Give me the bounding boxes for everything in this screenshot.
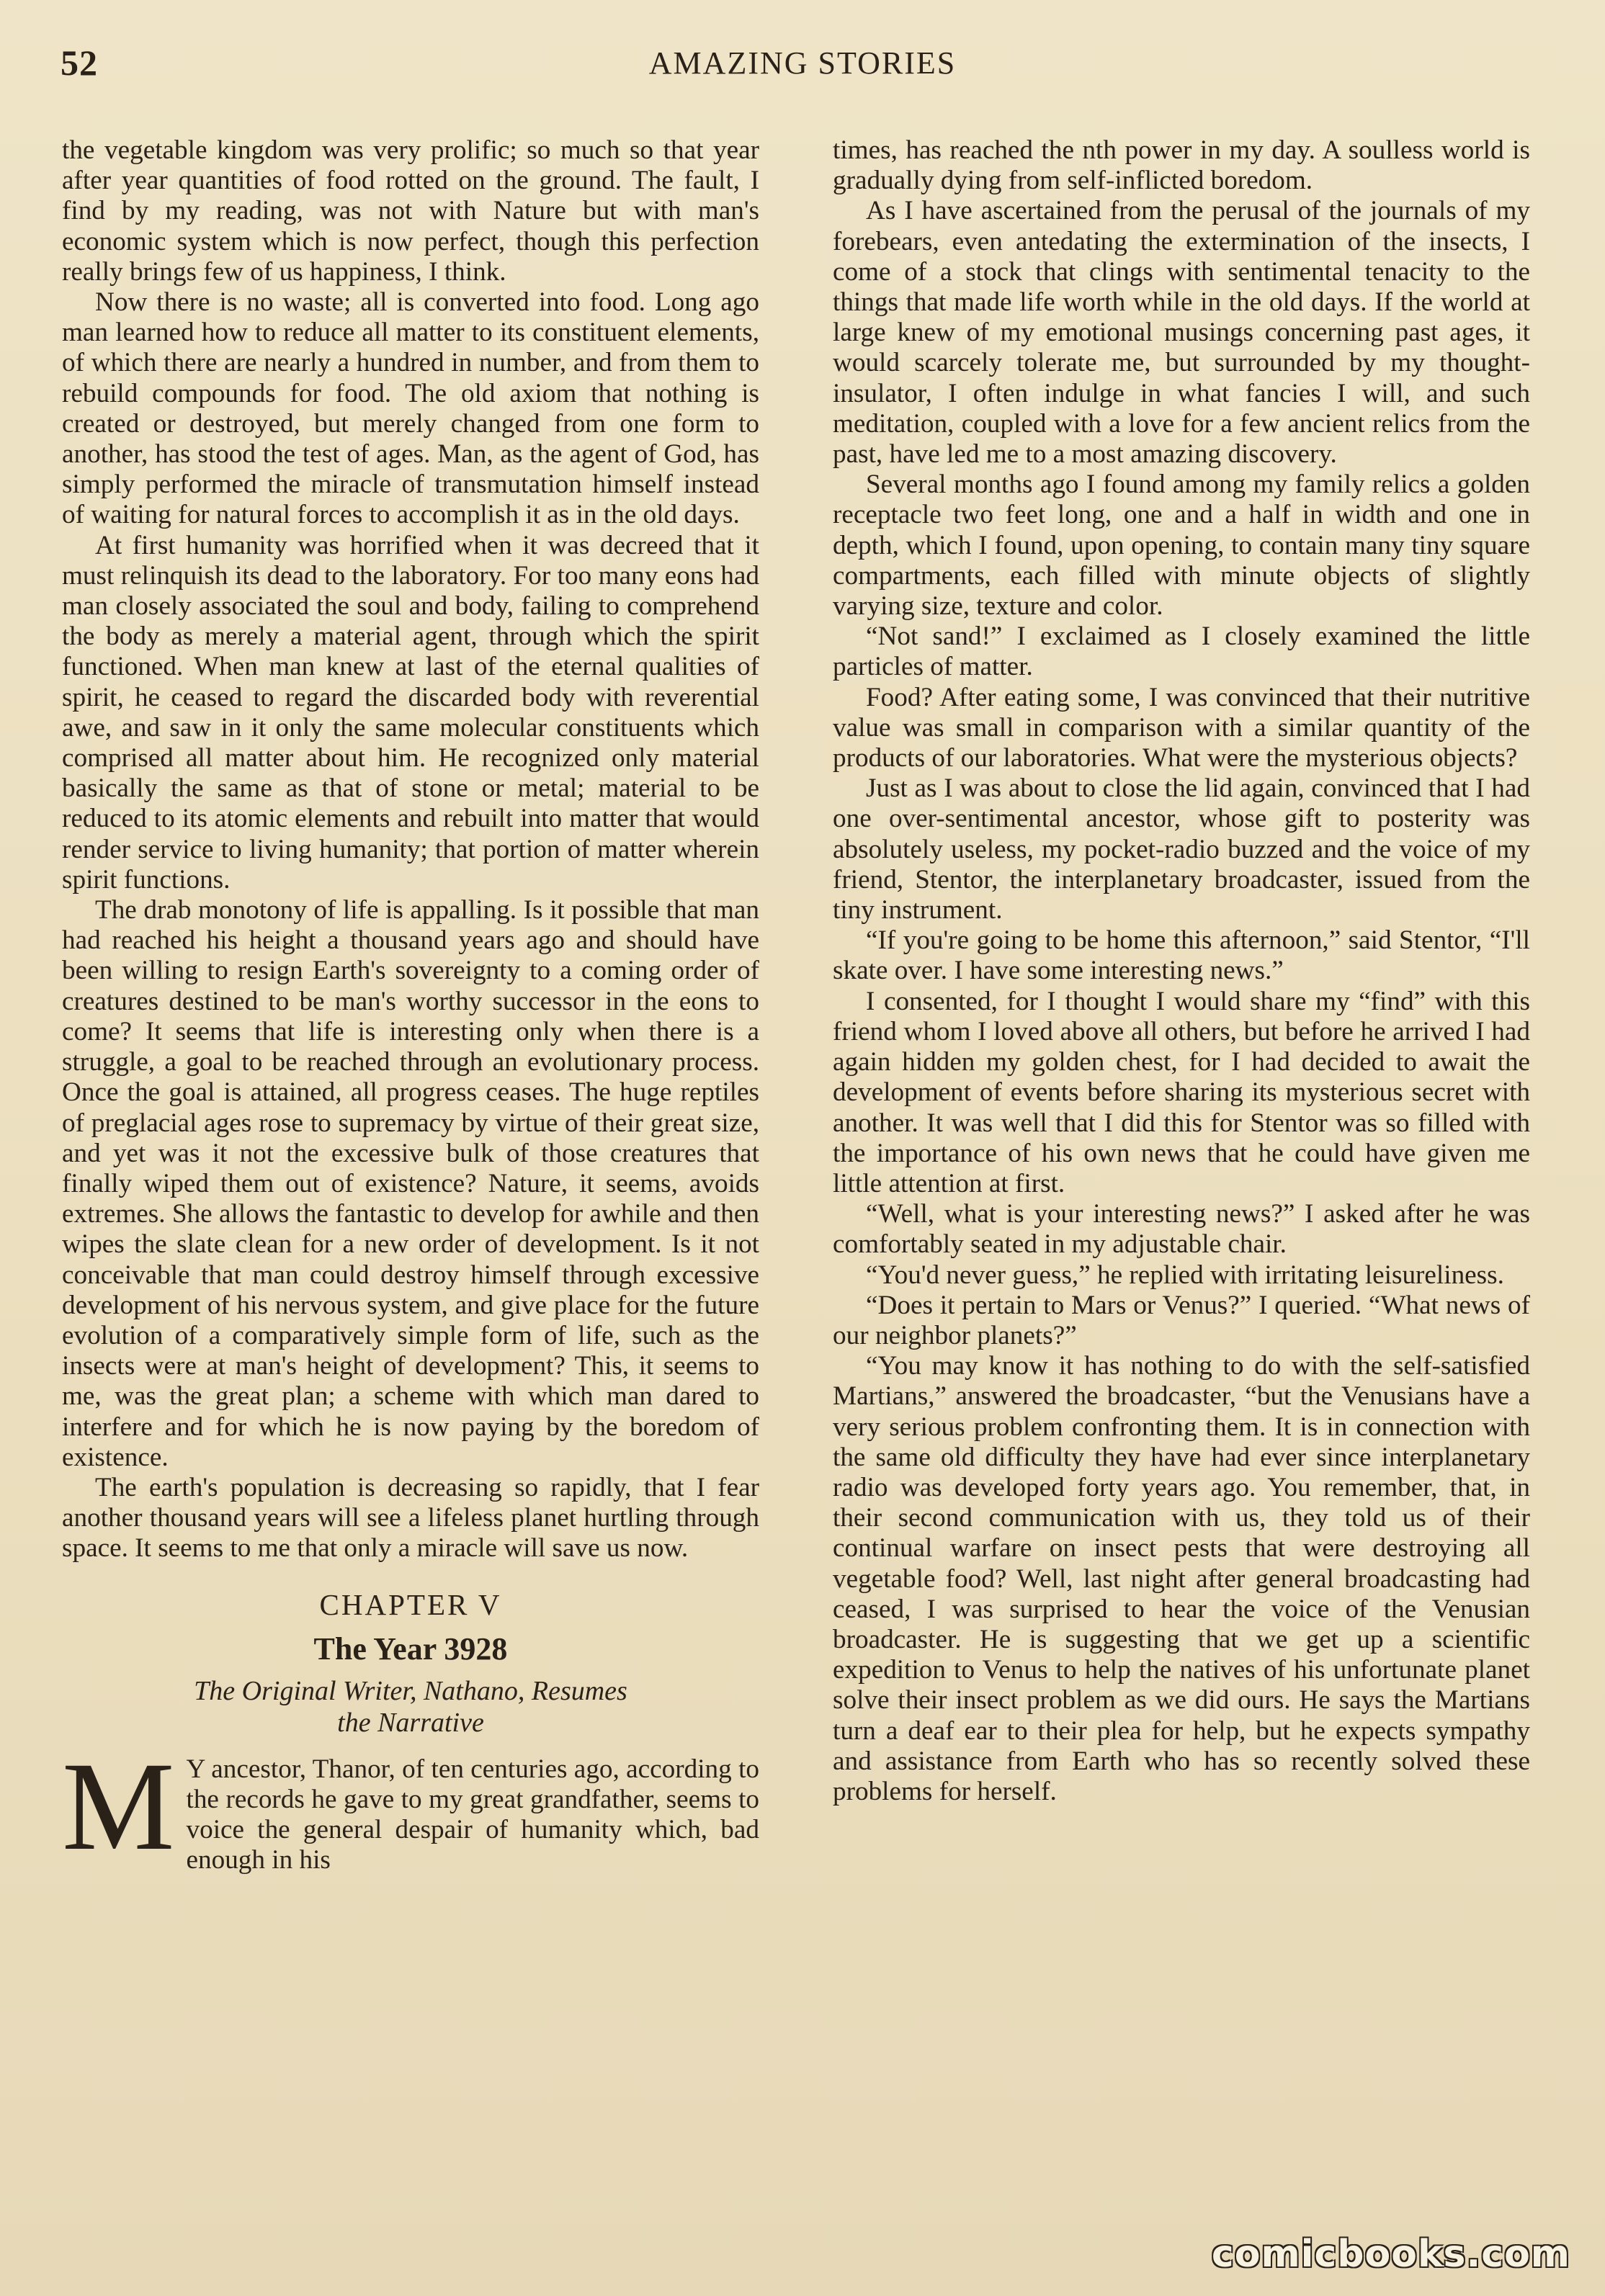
watermark-logo: comicbooks.com (1211, 2233, 1570, 2276)
chapter-subtitle-line2: the Narrative (337, 1707, 484, 1738)
paragraph: “Does it pertain to Mars or Venus?” I queried. “What news of our neighbor planets?” (833, 1290, 1530, 1350)
chapter-subtitle (62, 1675, 759, 1739)
paragraph: I consented, for I thought I would share my “find” with this friend whom I loved above all others, but before he arrived I had again hidden my golden chest, for I had decided to await the development of events before sharing its mysterious secret with another. It was well that I did this for Stentor was so filled with the importance of his own news that he could have given me little attention at first. (833, 986, 1530, 1198)
chapter-number: CHAPTER V (319, 1587, 502, 1621)
chapter-subtitle-line1: The Original Writer, Nathano, Resumes (194, 1675, 627, 1706)
paragraph: The drab monotony of life is appalling. Is it possible that man had reached his height a thousand years ago and should have been willing to resign Earth's sovereignty to a coming order of creatures destined to be man's worthy successor in the eons to come? It seems that life is interesting only when there is a struggle, a goal to be reached through an evolutionary process. Once the goal is attained, all progress ceases. The huge reptiles of preglacial ages rose to supremacy by virtue of their great size, and yet was it not the excessive bulk of those creatures that finally wiped them out of existence? Nature, it seems, avoids extremes. She allows the fantastic to develop for awhile and then wipes the slate clean for a new order of development. Is it not conceivable that man could destroy himself through excessive development of his nervous system, and give place for the future evolution of a comparatively simple form of life, such as the insects were at man's height of development? This, it seems to me, was the great plan; a scheme with which man dared to interfere and for which he is now paying by the boredom of existence. (62, 895, 759, 1472)
paragraph: Now there is no waste; all is converted into food. Long ago man learned how to reduce all matter to its constituent elements, of which there are nearly a hundred in number, and from them to rebuild compounds for food. The old axiom that nothing is created or destroyed, but merely changed from one form to another, has stood the test of ages. Man, as the agent of God, has simply performed the miracle of transmutation himself instead of waiting for natural forces to accomplish it as in the old days. (62, 287, 759, 530)
chapter-opening (62, 1736, 759, 1877)
page-header (61, 42, 1544, 92)
chapter-title: The Year 3928 (313, 1631, 508, 1667)
opening-text: Y ancestor, Thanor, of ten centuries ago, according to the records he gave to my great grandfather, seems to voice the general despair of humanity which, bad enough in his (186, 1754, 759, 1875)
paragraph: At first humanity was horrified when it was decreed that it must relinquish its dead to the laboratory. For too many eons had man closely associated the soul and body, failing to comprehend the body as merely a material agent, through which the spirit functioned. When man knew at last of the eternal qualities of spirit, he ceased to regard the discarded body with reverential awe, and saw in it only the same molecular constituents which comprised all matter about him. He recognized only material basically the same as that of stone or metal; material to be reduced to its atomic elements and rebuilt into matter that would render service to living humanity; that portion of matter wherein spirit functions. (62, 530, 759, 894)
paragraph: “You may know it has nothing to do with the self-satisfied Martians,” answered the broadcaster, “but the Venusians have a very serious problem confronting them. It is in connection with the same old difficulty they have had ever since interplanetary radio was developed forty years ago. You remember, that, in their second communication with us, they told us of their continual warfare on insect pests that were destroying all vegetable food? Well, last night after general broadcasting had ceased, I was surprised to hear the voice of the Venusian broadcaster. He is suggesting that we get up a scientific expedition to Venus to help the natives of his unfortunate planet solve their insect problem as we did ours. He says the Martians turn a deaf ear to their plea for help, but he expects sympathy and assistance from Earth who has so recently solved these problems for herself. (833, 1351, 1530, 1806)
paragraph: As I have ascertained from the perusal of the journals of my forebears, even antedating the extermination of the insects, I come of a stock that clings with sentimental tenacity to the things that made life worth while in the old days. If the world at large knew of my emotional musings concerning past ages, it would scarcely tolerate me, but surrounded by my thought-insulator, I often indulge in what fancies I will, and such meditation, coupled with a love for a few ancient relics from the past, have led me to a most amazing discovery. (833, 196, 1530, 470)
right-column (833, 135, 1530, 2246)
paragraph: The earth's population is decreasing so rapidly, that I fear another thousand years will see a lifeless planet hurtling through space. It seems to me that only a miracle will save us now. (62, 1472, 759, 1564)
paragraph: “Well, what is your interesting news?” I asked after he was comfortably seated in my adjustable chair. (833, 1199, 1530, 1260)
paragraph: “Not sand!” I exclaimed as I closely examined the little particles of matter. (833, 622, 1530, 682)
paragraph: times, has reached the nth power in my day. A soulless world is gradually dying from self-inflicted boredom. (833, 135, 1530, 196)
paragraph: “If you're going to be home this afternoon,” said Stentor, “I'll skate over. I have some interesting news.” (833, 925, 1530, 986)
paragraph: Food? After eating some, I was convinced that their nutritive value was small in comparison with a similar quantity of the products of our laboratories. What were the mysterious objects? (833, 682, 1530, 773)
paragraph: “You'd never guess,” he replied with irritating leisureliness. (866, 1260, 1504, 1290)
page-number: 52 (61, 42, 98, 83)
drop-cap: M (62, 1736, 175, 1877)
running-head: AMAZING STORIES (648, 45, 957, 81)
paragraph: Several months ago I found among my family relics a golden receptacle two feet long, one and a half in width and one in depth, which I found, upon opening, to contain many tiny square compartments, each filled with minute objects of slightly varying size, texture and color. (833, 470, 1530, 622)
paragraph: the vegetable kingdom was very prolific; so much so that year after year quantities of food rotted on the ground. The fault, I find by my reading, was not with Nature but with man's economic system which is now perfect, though this perfection really brings few of us happiness, I think. (62, 135, 759, 287)
left-column (62, 135, 759, 2246)
paragraph: Just as I was about to close the lid again, convinced that I had one over-sentimental ancestor, whose gift to posterity was absolutely useless, my pocket-radio buzzed and the voice of my friend, Stentor, the interplanetary broadcaster, issued from the tiny instrument. (833, 773, 1530, 925)
